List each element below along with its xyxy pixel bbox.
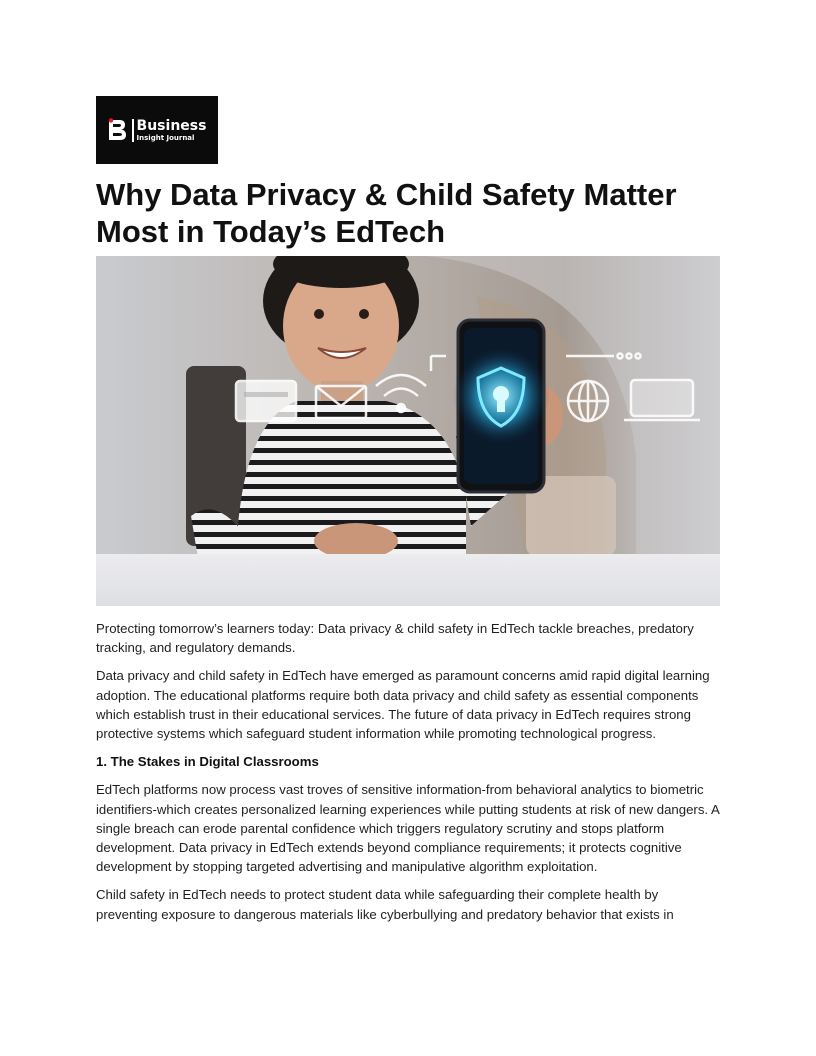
logo-tagline: Insight Journal — [136, 133, 195, 142]
hero-image — [96, 256, 720, 606]
article-body — [96, 619, 722, 933]
publication-logo[interactable] — [96, 96, 218, 164]
paragraph-intro: Data privacy and child safety in EdTech have emerged as paramount concerns amid rapid digital learning adoption. The educational platforms require both data privacy and child safety as essential components which establish trust in their educational services. The future of data privacy in EdTech requires strong protective systems which safeguard student information while promoting technological progress. — [96, 668, 710, 742]
section-heading: 1. The Stakes in Digital Classrooms — [96, 754, 319, 770]
article-title: Why Data Privacy & Child Safety Matter Most in Today’s EdTech — [96, 177, 677, 249]
logo-b-icon — [108, 118, 128, 142]
logo-name: Business — [136, 117, 207, 134]
paragraph-stakes: EdTech platforms now process vast troves of sensitive information-from behavioral analytics to biometric identifiers-which creates personalized learning experiences while putting students at risk of new dangers. A single breach can erode parental confidence which triggers regulatory scrutiny and stops platform development. Data privacy in EdTech extends beyond compliance requirements; it protects cognitive development by stopping targeted advertising and manipulative algorithm exploitation. — [96, 782, 720, 875]
image-caption: Protecting tomorrow’s learners today: Data privacy & child safety in EdTech tackle breaches, predatory tracking, and regulatory demands. — [96, 621, 694, 656]
paragraph-child-safety: Child safety in EdTech needs to protect student data while safeguarding their complete health by preventing exposure to dangerous materials like cyberbullying and predatory behavior that exists in — [96, 887, 674, 922]
